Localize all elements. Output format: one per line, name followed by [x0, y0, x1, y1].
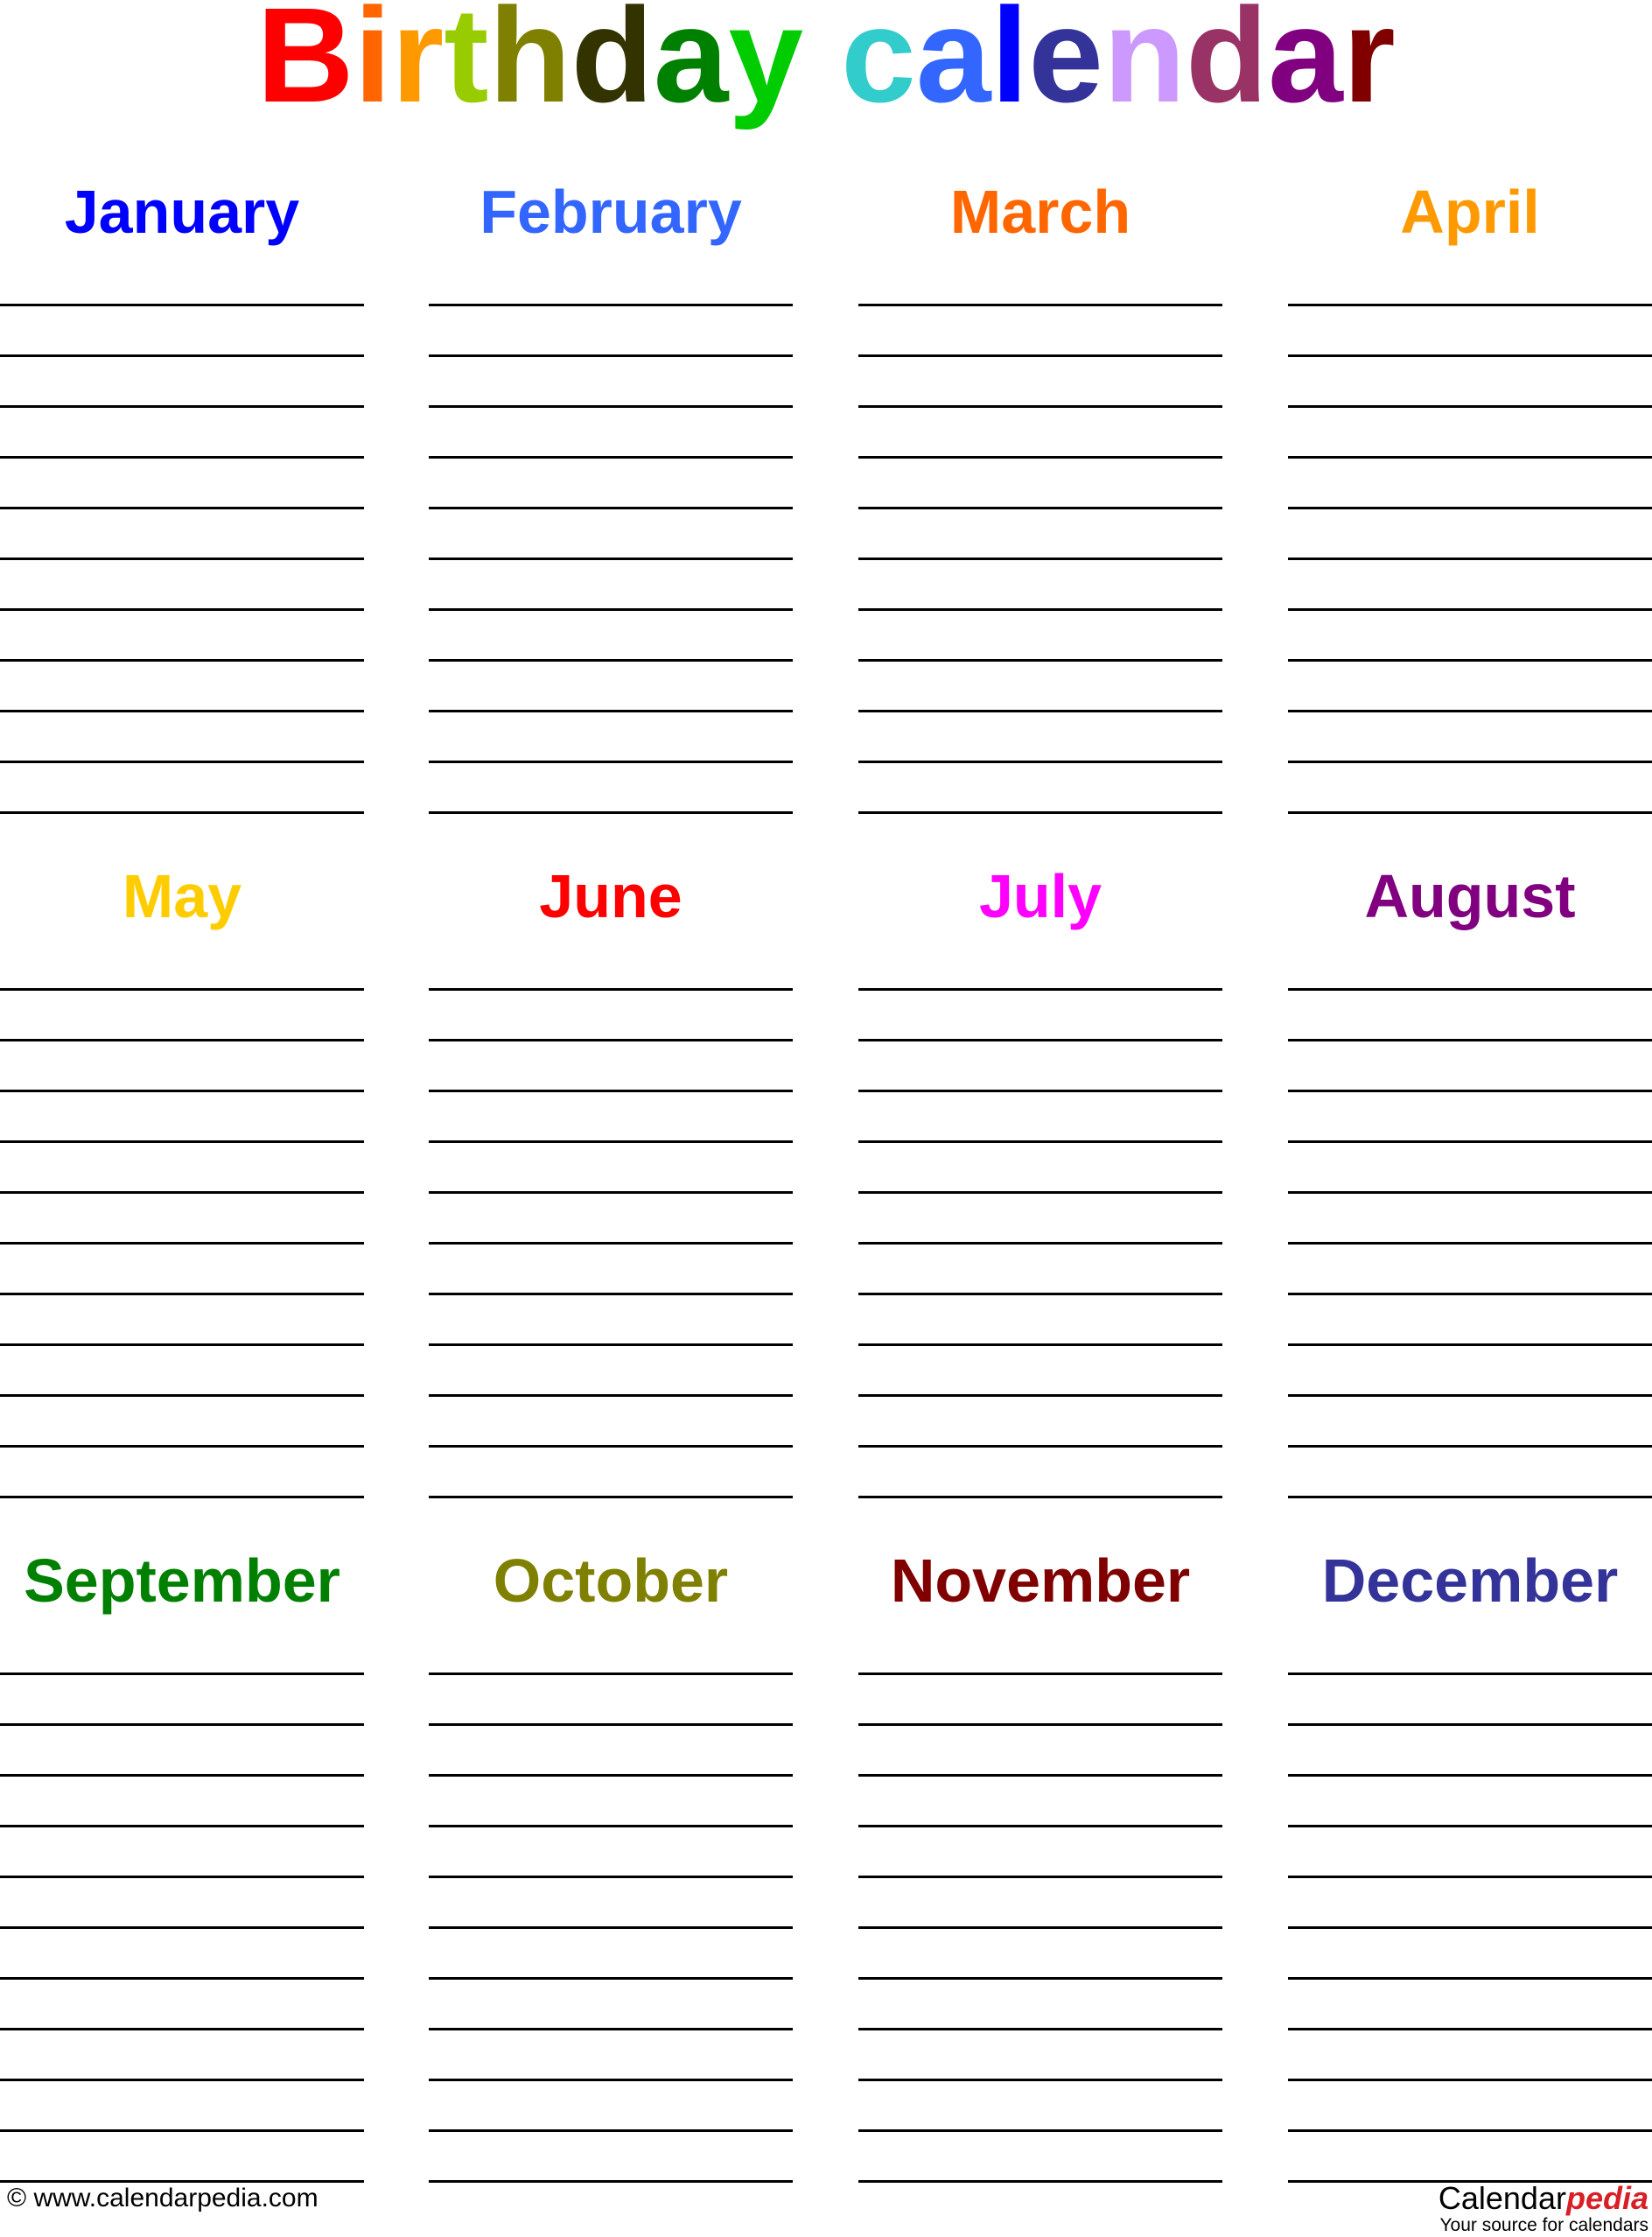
birthday-entry-line[interactable] [429, 2079, 793, 2081]
birthday-entry-line[interactable] [0, 1672, 364, 1675]
title-letter: c [841, 0, 916, 130]
birthday-entry-line[interactable] [0, 659, 364, 662]
birthday-entry-line[interactable] [1288, 1242, 1652, 1245]
birthday-entry-line[interactable] [0, 1039, 364, 1041]
birthday-entry-line[interactable] [1288, 659, 1652, 662]
birthday-entry-line[interactable] [858, 1293, 1222, 1295]
birthday-entry-line[interactable] [0, 2028, 364, 2030]
month-block-july [858, 861, 1222, 1553]
birthday-entry-line[interactable] [429, 1825, 793, 1827]
birthday-entry-line[interactable] [858, 507, 1222, 509]
title-letter: h [488, 0, 571, 130]
birthday-entry-line[interactable] [0, 1445, 364, 1448]
page-title [0, 0, 1652, 130]
birthday-entry-line[interactable] [1288, 2079, 1652, 2081]
birthday-entry-line[interactable] [429, 1496, 793, 1498]
birthday-entry-line[interactable] [858, 1723, 1222, 1726]
birthday-entry-line[interactable] [1288, 1343, 1652, 1346]
title-letter: r [1342, 0, 1396, 130]
month-name: August [1364, 862, 1576, 930]
birthday-entry-line[interactable] [858, 1774, 1222, 1777]
month-name: July [978, 862, 1102, 930]
birthday-entry-line[interactable] [858, 2028, 1222, 2030]
birthday-entry-line[interactable] [1288, 1825, 1652, 1827]
birthday-entry-line[interactable] [858, 304, 1222, 306]
birthday-entry-line[interactable] [1288, 304, 1652, 306]
month-block-may [0, 861, 364, 1553]
birthday-entry-line[interactable] [0, 1394, 364, 1397]
birthday-entry-line[interactable] [429, 557, 793, 560]
birthday-entry-line[interactable] [429, 1039, 793, 1041]
birthday-entry-line[interactable] [0, 1140, 364, 1143]
birthday-entry-line[interactable] [858, 1394, 1222, 1397]
birthday-entry-line[interactable] [1288, 2129, 1652, 2132]
title-letter: i [354, 0, 392, 130]
birthday-entry-line[interactable] [1288, 1140, 1652, 1143]
birthday-entry-line[interactable] [0, 1343, 364, 1346]
birthday-entry-line[interactable] [0, 811, 364, 814]
month-name: September [24, 1546, 340, 1615]
birthday-entry-line[interactable] [1288, 761, 1652, 763]
birthday-entry-line[interactable] [0, 2129, 364, 2132]
birthday-entry-line[interactable] [0, 1090, 364, 1092]
birthday-entry-line[interactable] [429, 354, 793, 357]
month-block-december [1288, 1546, 1652, 2237]
birthday-entry-line[interactable] [0, 988, 364, 991]
birthday-entry-line[interactable] [0, 608, 364, 611]
birthday-entry-line[interactable] [429, 710, 793, 712]
month-block-september [0, 1546, 364, 2237]
month-name: May [122, 862, 242, 930]
title-letter: r [391, 0, 444, 130]
birthday-entry-line[interactable] [858, 1242, 1222, 1245]
birthday-entry-line[interactable] [858, 1140, 1222, 1143]
birthday-entry-line[interactable] [1288, 1293, 1652, 1295]
birthday-entry-line[interactable] [858, 405, 1222, 408]
birthday-entry-line[interactable] [0, 1242, 364, 1245]
birthday-entry-line[interactable] [1288, 557, 1652, 560]
birthday-entry-line[interactable] [858, 710, 1222, 712]
birthday-entry-line[interactable] [0, 304, 364, 306]
birthday-entry-line[interactable] [858, 1191, 1222, 1194]
birthday-entry-line[interactable] [429, 988, 793, 991]
month-name: October [493, 1546, 729, 1615]
birthday-entry-line[interactable] [429, 456, 793, 459]
birthday-entry-line[interactable] [429, 1876, 793, 1878]
copyright-text: © www.calendarpedia.com [7, 2184, 318, 2212]
birthday-entry-line[interactable] [1288, 1876, 1652, 1878]
month-block-october [429, 1546, 793, 2237]
birthday-entry-line[interactable] [0, 456, 364, 459]
birthday-entry-line[interactable] [429, 1723, 793, 1726]
birthday-entry-line[interactable] [858, 608, 1222, 611]
birthday-entry-line[interactable] [858, 1977, 1222, 1980]
birthday-entry-line[interactable] [0, 1496, 364, 1498]
birthday-entry-line[interactable] [858, 1343, 1222, 1346]
birthday-entry-line[interactable] [858, 1672, 1222, 1675]
birthday-entry-line[interactable] [0, 1293, 364, 1295]
birthday-entry-line[interactable] [1288, 1496, 1652, 1498]
month-name: February [480, 178, 742, 246]
birthday-entry-line[interactable] [1288, 1445, 1652, 1448]
month-block-march [858, 177, 1222, 868]
birthday-entry-line[interactable] [429, 2180, 793, 2183]
brand-name-part1: Calendar [1438, 2180, 1566, 2216]
month-block-april [1288, 177, 1652, 868]
month-name: November [890, 1546, 1191, 1615]
birthday-entry-line[interactable] [0, 507, 364, 509]
birthday-entry-line[interactable] [0, 1825, 364, 1827]
birthday-entry-line[interactable] [1288, 1977, 1652, 1980]
birthday-entry-line[interactable] [1288, 988, 1652, 991]
title-letter: a [915, 0, 991, 130]
brand-tagline: Your source for calendars [1439, 2215, 1648, 2235]
brand-name [1438, 2181, 1648, 2216]
birthday-entry-line[interactable] [429, 608, 793, 611]
birthday-entry-line[interactable] [1288, 1672, 1652, 1675]
birthday-entry-line[interactable] [429, 304, 793, 306]
birthday-entry-line[interactable] [429, 1926, 793, 1929]
birthday-entry-line[interactable] [1288, 456, 1652, 459]
birthday-entry-line[interactable] [1288, 354, 1652, 357]
birthday-entry-line[interactable] [429, 507, 793, 509]
title-letter: a [1268, 0, 1343, 130]
birthday-entry-line[interactable] [429, 761, 793, 763]
birthday-entry-line[interactable] [858, 659, 1222, 662]
birthday-entry-line[interactable] [0, 354, 364, 357]
title-letter: B [256, 0, 354, 130]
birthday-entry-line[interactable] [429, 1090, 793, 1092]
birthday-entry-line[interactable] [0, 405, 364, 408]
brand-name-part2: pedia [1565, 2180, 1648, 2216]
title-letter: d [1186, 0, 1269, 130]
birthday-entry-line[interactable] [858, 988, 1222, 991]
month-block-august [1288, 861, 1652, 1553]
birthday-entry-line[interactable] [0, 2079, 364, 2081]
month-name: March [949, 178, 1131, 246]
birthday-entry-line[interactable] [429, 1343, 793, 1346]
birthday-entry-line[interactable] [858, 2129, 1222, 2132]
birthday-entry-line[interactable] [429, 659, 793, 662]
title-letter: t [444, 0, 489, 130]
birthday-entry-line[interactable] [1288, 1394, 1652, 1397]
birthday-entry-line[interactable] [1288, 1723, 1652, 1726]
birthday-entry-line[interactable] [429, 2129, 793, 2132]
title-letter: e [1028, 0, 1103, 130]
birthday-entry-line[interactable] [429, 811, 793, 814]
birthday-entry-line[interactable] [858, 1876, 1222, 1878]
birthday-entry-line[interactable] [1288, 1191, 1652, 1194]
birthday-entry-line[interactable] [1288, 608, 1652, 611]
month-block-june [429, 861, 793, 1553]
birthday-entry-line[interactable] [1288, 507, 1652, 509]
birthday-entry-line[interactable] [1288, 1039, 1652, 1041]
birthday-entry-line[interactable] [429, 1774, 793, 1777]
birthday-entry-line[interactable] [858, 1039, 1222, 1041]
birthday-entry-line[interactable] [1288, 1090, 1652, 1092]
birthday-entry-line[interactable] [0, 761, 364, 763]
title-letter: l [990, 0, 1029, 130]
month-block-november [858, 1546, 1222, 2237]
birthday-entry-line[interactable] [858, 1926, 1222, 1929]
title-letter: d [570, 0, 654, 130]
month-block-february [429, 177, 793, 868]
birthday-entry-line[interactable] [858, 761, 1222, 763]
birthday-entry-line[interactable] [858, 1090, 1222, 1092]
month-name: April [1400, 178, 1540, 246]
birthday-entry-line[interactable] [0, 1977, 364, 1980]
month-name: June [539, 862, 682, 930]
birthday-entry-line[interactable] [1288, 710, 1652, 712]
title-letter: n [1102, 0, 1186, 130]
birthday-entry-line[interactable] [429, 2028, 793, 2030]
birthday-entry-line[interactable] [858, 1496, 1222, 1498]
birthday-entry-line[interactable] [858, 557, 1222, 560]
birthday-entry-line[interactable] [1288, 811, 1652, 814]
birthday-entry-line[interactable] [429, 1977, 793, 1980]
birthday-entry-line[interactable] [0, 1191, 364, 1194]
birthday-entry-line[interactable] [429, 1394, 793, 1397]
month-block-january [0, 177, 364, 868]
birthday-entry-line[interactable] [858, 354, 1222, 357]
birthday-entry-line[interactable] [1288, 1926, 1652, 1929]
birthday-entry-line[interactable] [0, 1774, 364, 1777]
birthday-entry-line[interactable] [1288, 2028, 1652, 2030]
birthday-entry-line[interactable] [0, 557, 364, 560]
title-letter: a [653, 0, 729, 130]
birthday-entry-line[interactable] [858, 2180, 1222, 2183]
birthday-entry-line[interactable] [0, 1723, 364, 1726]
birthday-entry-line[interactable] [858, 1825, 1222, 1827]
birthday-entry-line[interactable] [858, 456, 1222, 459]
birthday-entry-line[interactable] [429, 1140, 793, 1143]
birthday-entry-line[interactable] [429, 1445, 793, 1448]
month-name: January [64, 178, 300, 246]
month-name: December [1321, 1546, 1619, 1615]
birthday-entry-line[interactable] [0, 710, 364, 712]
birthday-entry-line[interactable] [858, 2079, 1222, 2081]
birthday-entry-line[interactable] [1288, 405, 1652, 408]
brand-logo [1438, 2181, 1648, 2235]
birthday-entry-line[interactable] [429, 1672, 793, 1675]
birthday-entry-line[interactable] [429, 405, 793, 408]
title-letter: y [728, 0, 804, 130]
birthday-entry-line[interactable] [858, 811, 1222, 814]
birthday-entry-line[interactable] [429, 1191, 793, 1194]
birthday-entry-line[interactable] [1288, 1774, 1652, 1777]
birthday-entry-line[interactable] [858, 1445, 1222, 1448]
birthday-entry-line[interactable] [429, 1293, 793, 1295]
birthday-entry-line[interactable] [0, 1926, 364, 1929]
birthday-entry-line[interactable] [429, 1242, 793, 1245]
birthday-entry-line[interactable] [0, 1876, 364, 1878]
